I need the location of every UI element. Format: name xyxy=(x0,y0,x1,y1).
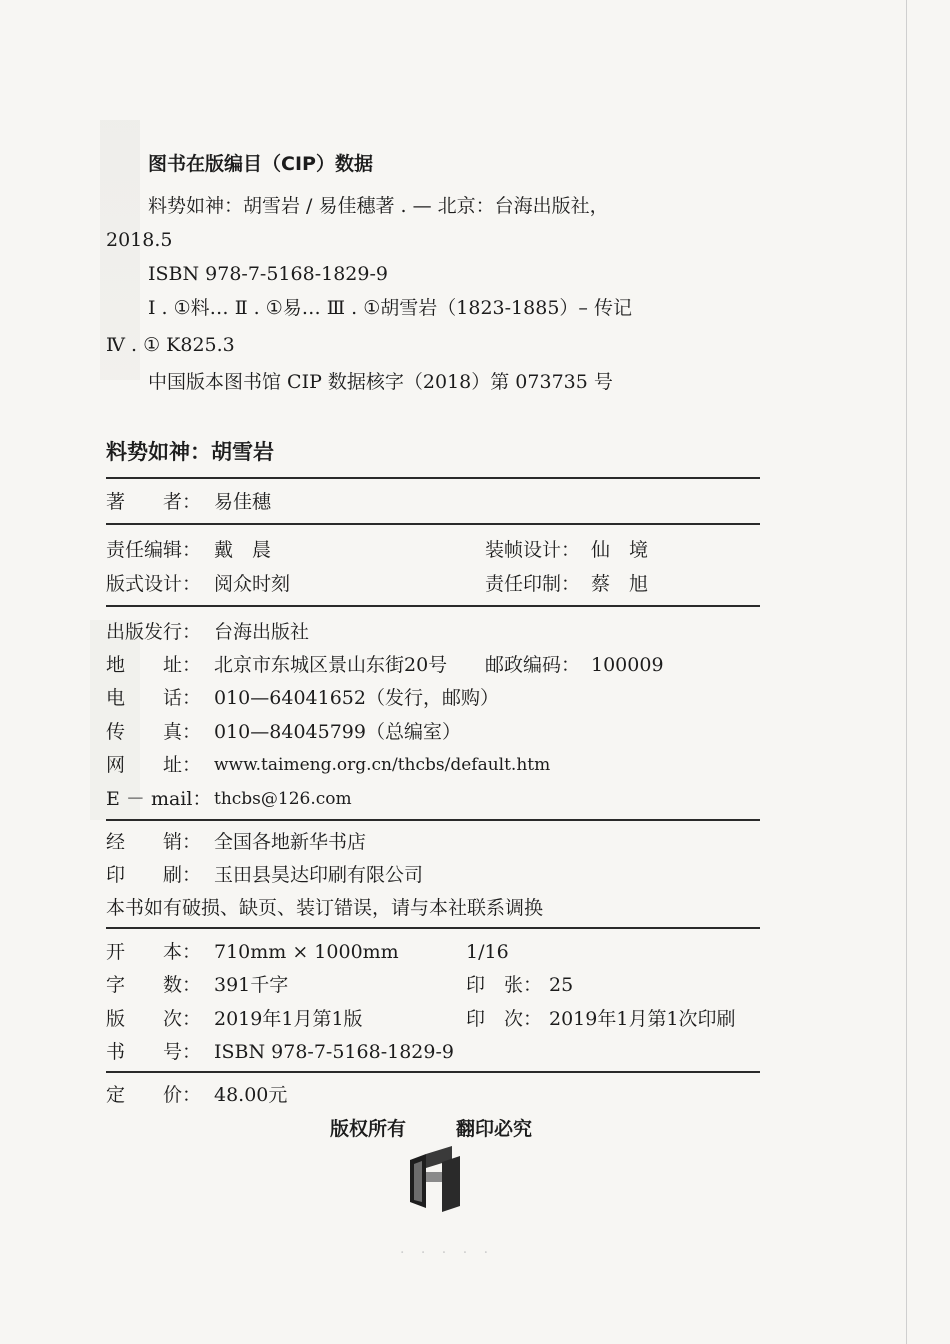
cip-line-1: 料势如神：胡雪岩 / 易佳穗著 . — 北京：台海出版社， xyxy=(148,195,609,217)
cip-line-1b: 2018.5 xyxy=(106,229,173,251)
book-title: 料势如神：胡雪岩 xyxy=(106,440,274,464)
email-value: thcbs@126.com xyxy=(214,789,352,809)
cip-classification-2: Ⅳ . ① K825.3 xyxy=(106,334,235,356)
email-label: E － mail： xyxy=(106,788,212,810)
rule-4 xyxy=(106,819,760,821)
issue-label: 出版发行： xyxy=(106,621,202,643)
sheets-value: 25 xyxy=(549,974,574,996)
binding-design-value: 仙 境 xyxy=(591,539,649,561)
editor-label: 责任编辑： xyxy=(106,539,202,561)
printer-label: 印 刷： xyxy=(106,864,202,886)
editor-value: 戴 晨 xyxy=(214,539,272,561)
format-fraction: 1/16 xyxy=(466,941,509,963)
price-label: 定 价： xyxy=(106,1084,202,1106)
sheets-label: 印 张： xyxy=(466,974,543,996)
address-value: 北京市东城区景山东街20号 xyxy=(214,654,448,676)
phone-value: 010—64041652（发行，邮购） xyxy=(214,687,499,709)
page-edge-line xyxy=(906,0,907,1344)
layout-design-label: 版式设计： xyxy=(106,573,202,595)
format-label: 开 本： xyxy=(106,941,202,963)
author-value: 易佳穗 xyxy=(214,491,272,513)
book-number-label: 书 号： xyxy=(106,1041,202,1063)
format-value: 710mm × 1000mm xyxy=(214,941,399,963)
publisher-logo-icon xyxy=(404,1142,464,1212)
cip-approval-number: 中国版本图书馆 CIP 数据核字（2018）第 073735 号 xyxy=(148,371,613,393)
printing-value: 2019年1月第1次印刷 xyxy=(549,1008,736,1030)
postcode-value: 100009 xyxy=(591,654,664,676)
print-supervisor-label: 责任印制： xyxy=(485,573,581,595)
defect-notice: 本书如有破损、缺页、装订错误，请与本社联系调换 xyxy=(106,897,544,919)
price-value: 48.00元 xyxy=(214,1084,288,1106)
faint-bleed-text: · · · · · xyxy=(400,1245,495,1261)
rule-2 xyxy=(106,523,760,525)
printer-value: 玉田县昊达印刷有限公司 xyxy=(214,864,424,886)
address-label: 地 址： xyxy=(106,654,202,676)
rights-reserved: 版权所有 xyxy=(330,1118,407,1140)
layout-design-value: 阅众时刻 xyxy=(214,573,291,595)
seller-label: 经 销： xyxy=(106,831,202,853)
phone-label: 电 话： xyxy=(106,687,202,709)
rule-3 xyxy=(106,605,760,607)
cip-classification-1: Ⅰ . ①料… Ⅱ . ①易… Ⅲ . ①胡雪岩（1823-1885）– 传记 xyxy=(148,297,632,319)
printing-label: 印 次： xyxy=(466,1008,543,1030)
cip-isbn: ISBN 978-7-5168-1829-9 xyxy=(148,263,388,285)
print-supervisor-value: 蔡 旭 xyxy=(591,573,649,595)
website-label: 网 址： xyxy=(106,754,202,776)
cip-heading: 图书在版编目（CIP）数据 xyxy=(148,153,373,175)
fax-value: 010—84045799（总编室） xyxy=(214,721,461,743)
rule-6 xyxy=(106,1071,760,1073)
fax-label: 传 真： xyxy=(106,721,202,743)
postcode-label: 邮政编码： xyxy=(485,654,581,676)
author-label: 著 者： xyxy=(106,491,202,513)
issue-value: 台海出版社 xyxy=(214,621,310,643)
rule-1 xyxy=(106,477,760,479)
binding-design-label: 装帧设计： xyxy=(485,539,581,561)
no-reproduction: 翻印必究 xyxy=(456,1118,533,1140)
seller-value: 全国各地新华书店 xyxy=(214,831,367,853)
edition-label: 版 次： xyxy=(106,1008,202,1030)
rule-5 xyxy=(106,927,760,929)
book-number-value: ISBN 978-7-5168-1829-9 xyxy=(214,1041,454,1063)
word-count-label: 字 数： xyxy=(106,974,202,996)
website-value: www.taimeng.org.cn/thcbs/default.htm xyxy=(214,755,551,775)
word-count-value: 391千字 xyxy=(214,974,289,996)
edition-value: 2019年1月第1版 xyxy=(214,1008,363,1030)
